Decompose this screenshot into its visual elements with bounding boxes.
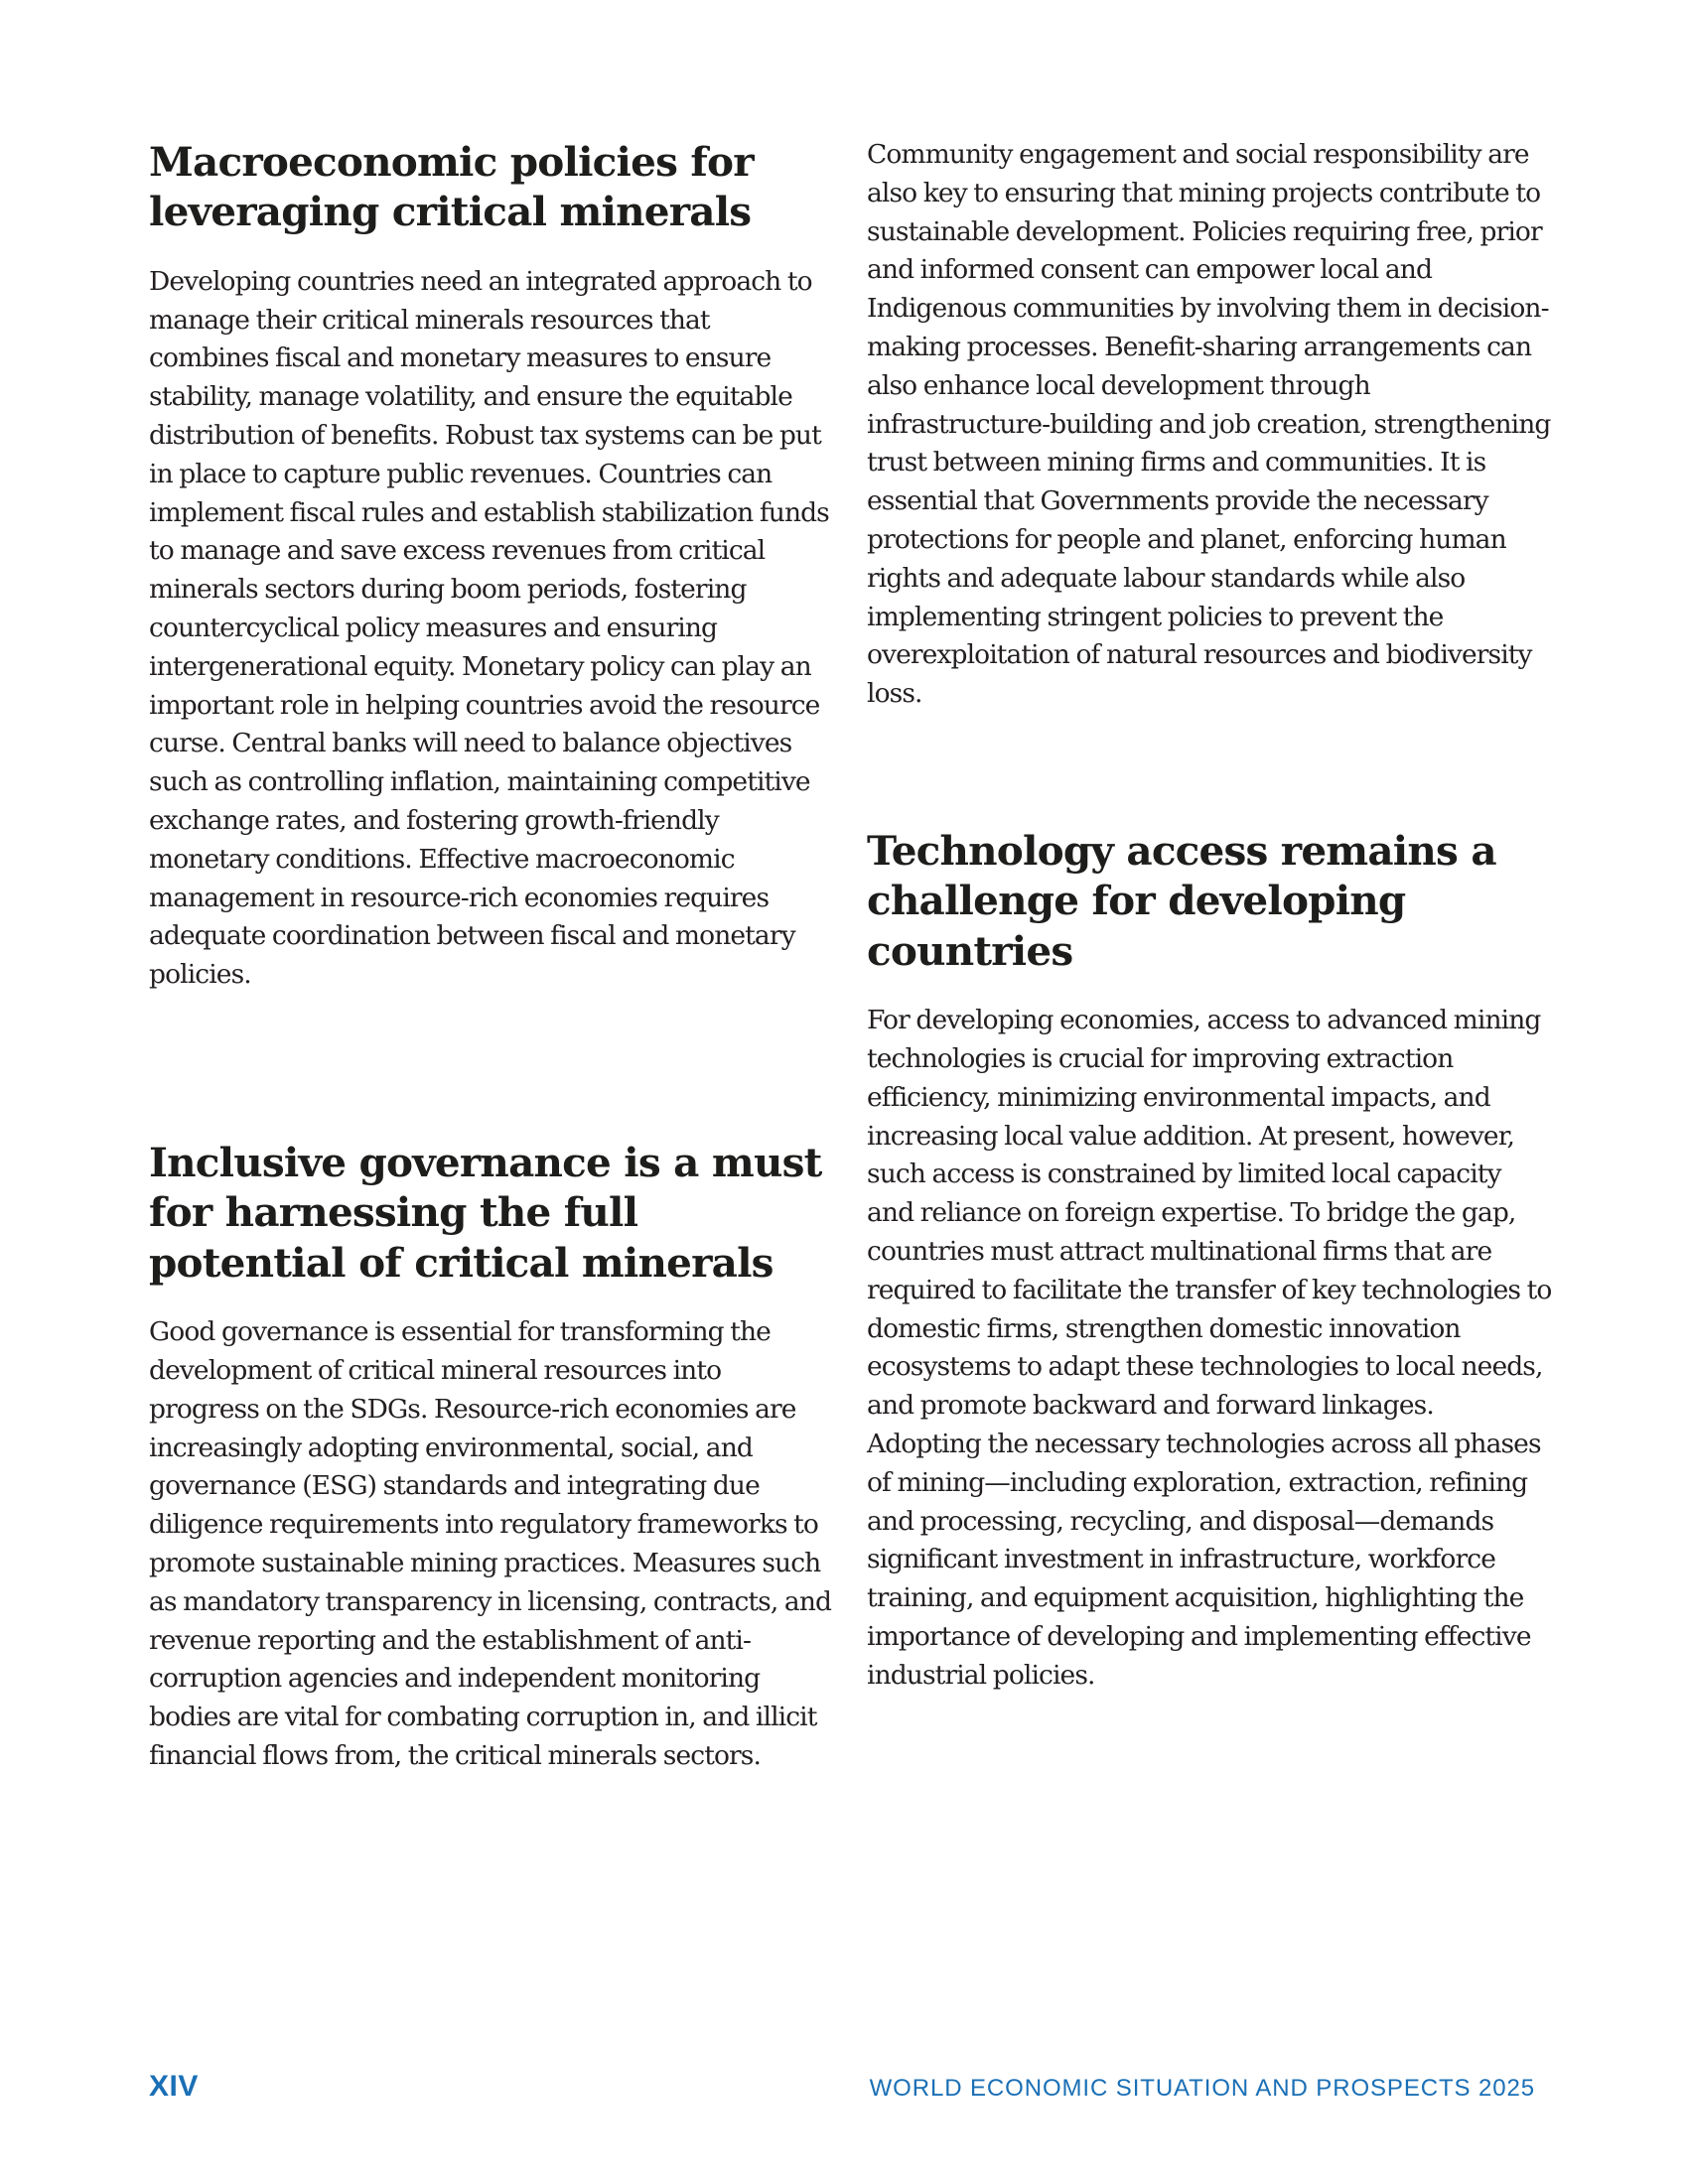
section-heading: Technology access remains a challenge for developing countries <box>867 827 1496 975</box>
publication-title: WORLD ECONOMIC SITUATION AND PROSPECTS 2025 <box>869 2075 1535 2102</box>
section-body: Developing countries need an integrated approach to manage their critical minerals resources that combines fiscal and monetary measures to ensure stability, manage volatility, and ensure the equitable distribution of benefits. Robust tax systems can be put in place to capture public revenues. Countries can implement fiscal rules and establish stabilization funds to manage and save excess revenues from critical minerals sectors during boom periods, fostering countercyclical policy measures and ensuring intergenerational equity. Monetary policy can play an important role in helping countries avoid the resource curse. Central banks will need to balance objectives such as controlling inflation, maintaining competitive exchange rates, and fostering growth-friendly monetary conditions. Effective macroeconomic management in resource-rich economies requires adequate coordination between fiscal and monetary policies. <box>149 265 829 991</box>
section-inclusive-governance <box>149 1138 834 1776</box>
section-macroeconomic-policies <box>149 137 834 995</box>
page-number: XIV <box>149 2070 199 2103</box>
section-community-engagement <box>867 136 1552 714</box>
section-body: Community engagement and social responsibility are also key to ensuring that mining projects contribute to sustainable development. Policies requiring free, prior and informed consent can empower local and Indigenous communities by involving them in decision-making processes. Benefit-sharing arrangements can also enhance local development through infrastructure-building and job creation, strengthening trust between mining firms and communities. It is essential that Governments provide the necessary protections for people and planet, enforcing human rights and adequate labour standards while also implementing stringent policies to prevent the overexploitation of natural resources and biodiversity loss. <box>867 139 1551 710</box>
section-heading: Macroeconomic policies for leveraging critical minerals <box>149 138 754 236</box>
section-heading: Inclusive governance is a must for harnessing the full potential of critical minerals <box>149 1139 822 1287</box>
section-body: For developing economies, access to advanced mining technologies is crucial for improving extraction efficiency, minimizing environmental impacts, and increasing local value addition. At present, however, such access is constrained by limited local capacity and reliance on foreign expertise. To bridge the gap, countries must attract multinational firms that are required to facilitate the transfer of key technologies to domestic firms, strengthen domestic innovation ecosystems to adapt these technologies to local needs, and promote backward and forward linkages. Adopting the necessary technologies across all phases of mining—including exploration, extraction, refining and processing, recycling, and disposal—demands significant investment in infrastructure, workforce training, and equipment acquisition, highlighting the importance of developing and implementing effective industrial policies. <box>867 1005 1552 1691</box>
section-body: Good governance is essential for transforming the development of critical mineral resources into progress on the SDGs. Resource-rich economies are increasingly adopting environmental, social, and governance (ESG) standards and integrating due diligence requirements into regulatory frameworks to promote sustainable mining practices. Measures such as mandatory transparency in licensing, contracts, and revenue reporting and the establishment of anti-corruption agencies and independent monitoring bodies are vital for combating corruption in, and illicit financial flows from, the critical minerals sectors. <box>149 1316 832 1771</box>
section-technology-access <box>867 826 1552 1696</box>
